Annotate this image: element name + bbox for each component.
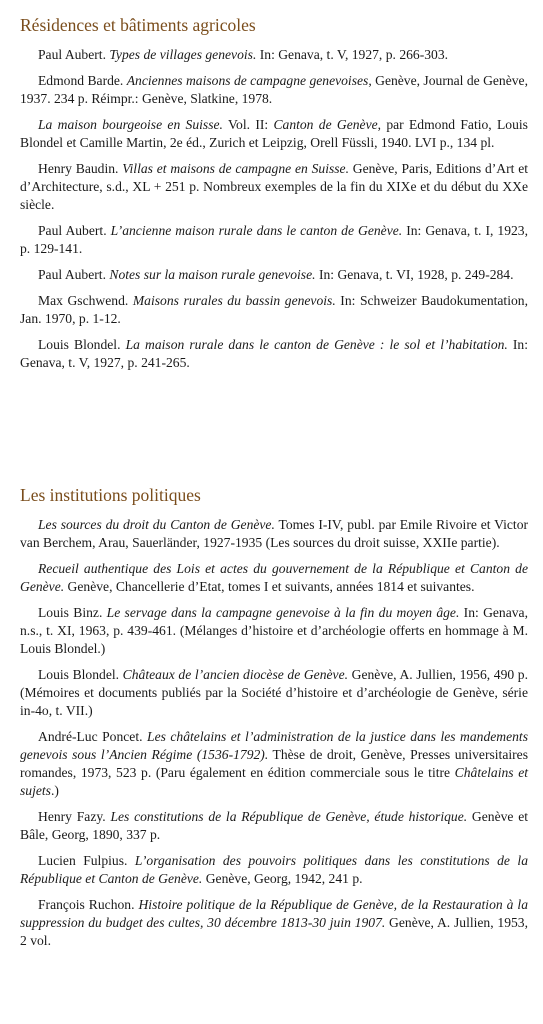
entry-text: Tomes I-IV, publ. par Emile Rivoire et Victor van Berchem, Arau, Sauerländer, 1927-1935 (Les sources du droit suisse, XXIIe partie).	[20, 517, 529, 550]
entry-title: Châtelains et sujets	[20, 765, 528, 798]
entry-title: Les sources du droit du Canton de Genève.	[38, 517, 275, 532]
entry-text: Henry Fazy.	[38, 809, 111, 824]
entry-text: Paul Aubert.	[38, 47, 110, 62]
entry-title: Villas et maisons de campagne en Suisse.	[122, 161, 349, 176]
entry-title: La maison rurale dans le canton de Genève : le sol et l’habitation.	[125, 337, 508, 352]
entry-text: Louis Blondel.	[38, 337, 126, 352]
entry-list	[20, 46, 528, 372]
entry-text: Genève, A. Jullien, 1956, 490 p. (Mémoires et documents publiés par la Société d’histoire et d’archéologie de Genève, série in-4o, t. VII.)	[20, 667, 528, 718]
entry-text: In: Genava, t. VI, 1928, p. 249-284.	[315, 267, 514, 282]
entry-text: In: Genava, t. I, 1923, p. 129-141.	[20, 223, 528, 256]
entry-title: Châteaux de l’ancien diocèse de Genève.	[122, 667, 349, 682]
entry-text: André-Luc Poncet.	[38, 729, 148, 744]
section-residences	[20, 14, 528, 380]
entry-text: Edmond Barde.	[38, 73, 127, 88]
entry-title: Histoire politique de la République de Genève, de la Restauration à la suppression du budget des cultes, 30 décembre 1813-30 juin 1907.	[20, 897, 528, 930]
bibliography-entry	[20, 604, 528, 658]
bibliography-entry	[20, 852, 528, 888]
entry-text: Genève, Georg, 1942, 241 p.	[202, 871, 363, 886]
bibliography-entry	[20, 116, 528, 152]
entry-title: Les châtelains et l’administration de la justice dans les mandements genevois sous l’Ancien Régime (1536-1792).	[20, 729, 528, 762]
bibliography-entry	[20, 516, 528, 552]
entry-text: Max Gschwend.	[38, 293, 133, 308]
entry-title: L’organisation des pouvoirs politiques dans les constitutions de la République et Canton de Genève.	[20, 853, 528, 886]
section-heading: Les institutions politiques	[20, 485, 201, 505]
entry-list	[20, 516, 528, 950]
bibliography-entry	[20, 292, 528, 328]
bibliography-entry	[20, 336, 528, 372]
entry-title: Maisons rurales du bassin genevois.	[132, 293, 336, 308]
bibliography-entry	[20, 46, 528, 64]
bibliography-entry	[20, 266, 528, 284]
entry-text: In: Genava, n.s., t. XI, 1963, p. 439-461. (Mélanges d’histoire et d’archéologie offerts en hommage à M. Louis Blondel.)	[20, 605, 528, 656]
entry-text: In: Schweizer Baudokumentation, Jan. 1970, p. 1-12.	[20, 293, 528, 326]
entry-text: Vol. II:	[222, 117, 274, 132]
entry-text: , Genève, Journal de Genève, 1937. 234 p. Réimpr.: Genève, Slatkine, 1978.	[20, 73, 528, 106]
entry-text: Paul Aubert.	[38, 223, 111, 238]
entry-title: Canton de Genève	[273, 117, 378, 132]
entry-title: Anciennes maisons de campagne genevoises	[126, 73, 369, 88]
entry-text: François Ruchon.	[38, 897, 139, 912]
entry-text: Genève, Paris, Editions d’Art et d’Architecture, s.d., XL + 251 p. Nombreux exemples de la fin du XIXe et du début du XXe siècle.	[20, 161, 529, 212]
entry-text: , par Edmond Fatio, Louis Blondel et Camille Martin, 2e éd., Zurich et Leipzig, Orell Füssli, 1940. LVI p., 134 pl.	[20, 117, 528, 150]
bibliography-entry	[20, 808, 528, 844]
entry-title: Types de villages genevois.	[109, 47, 257, 62]
entry-title: Notes sur la maison rurale genevoise.	[109, 267, 316, 282]
bibliography-entry	[20, 72, 528, 108]
entry-text: Genève et Bâle, Georg, 1890, 337 p.	[20, 809, 528, 842]
entry-title: Le servage dans la campagne genevoise à la fin du moyen âge.	[106, 605, 460, 620]
entry-text: Lucien Fulpius.	[38, 853, 135, 868]
bibliography-entry	[20, 560, 528, 596]
entry-text: Paul Aubert.	[38, 267, 110, 282]
entry-text: Genève, A. Jullien, 1953, 2 vol.	[20, 915, 528, 948]
section-institutions	[20, 484, 528, 958]
bibliography-entry	[20, 222, 528, 258]
entry-text: .)	[50, 783, 59, 798]
section-heading: Résidences et bâtiments agricoles	[20, 15, 256, 35]
entry-title: Recueil authentique des Lois et actes du gouvernement de la République et Canton de Genève.	[20, 561, 528, 594]
entry-text: Louis Binz.	[38, 605, 107, 620]
entry-text: In: Genava, t. V, 1927, p. 266-303.	[256, 47, 449, 62]
entry-text: Henry Baudin.	[38, 161, 123, 176]
entry-title: L’ancienne maison rurale dans le canton de Genève.	[110, 223, 403, 238]
entry-text: Louis Blondel.	[38, 667, 123, 682]
bibliography-entry	[20, 160, 528, 214]
entry-text: Genève, Chancellerie d’Etat, tomes I et suivants, années 1814 et suivantes.	[64, 579, 475, 594]
entry-title: La maison bourgeoise en Suisse.	[38, 117, 223, 132]
entry-text: In: Genava, t. V, 1927, p. 241-265.	[20, 337, 528, 370]
bibliography-entry	[20, 896, 528, 950]
entry-title: Les constitutions de la République de Genève, étude historique.	[110, 809, 468, 824]
bibliography-entry	[20, 666, 528, 720]
bibliography-entry	[20, 728, 528, 800]
entry-text: Thèse de droit, Genève, Presses universitaires romandes, 1973, 523 p. (Paru également en édition commerciale sous le titre	[20, 747, 528, 780]
